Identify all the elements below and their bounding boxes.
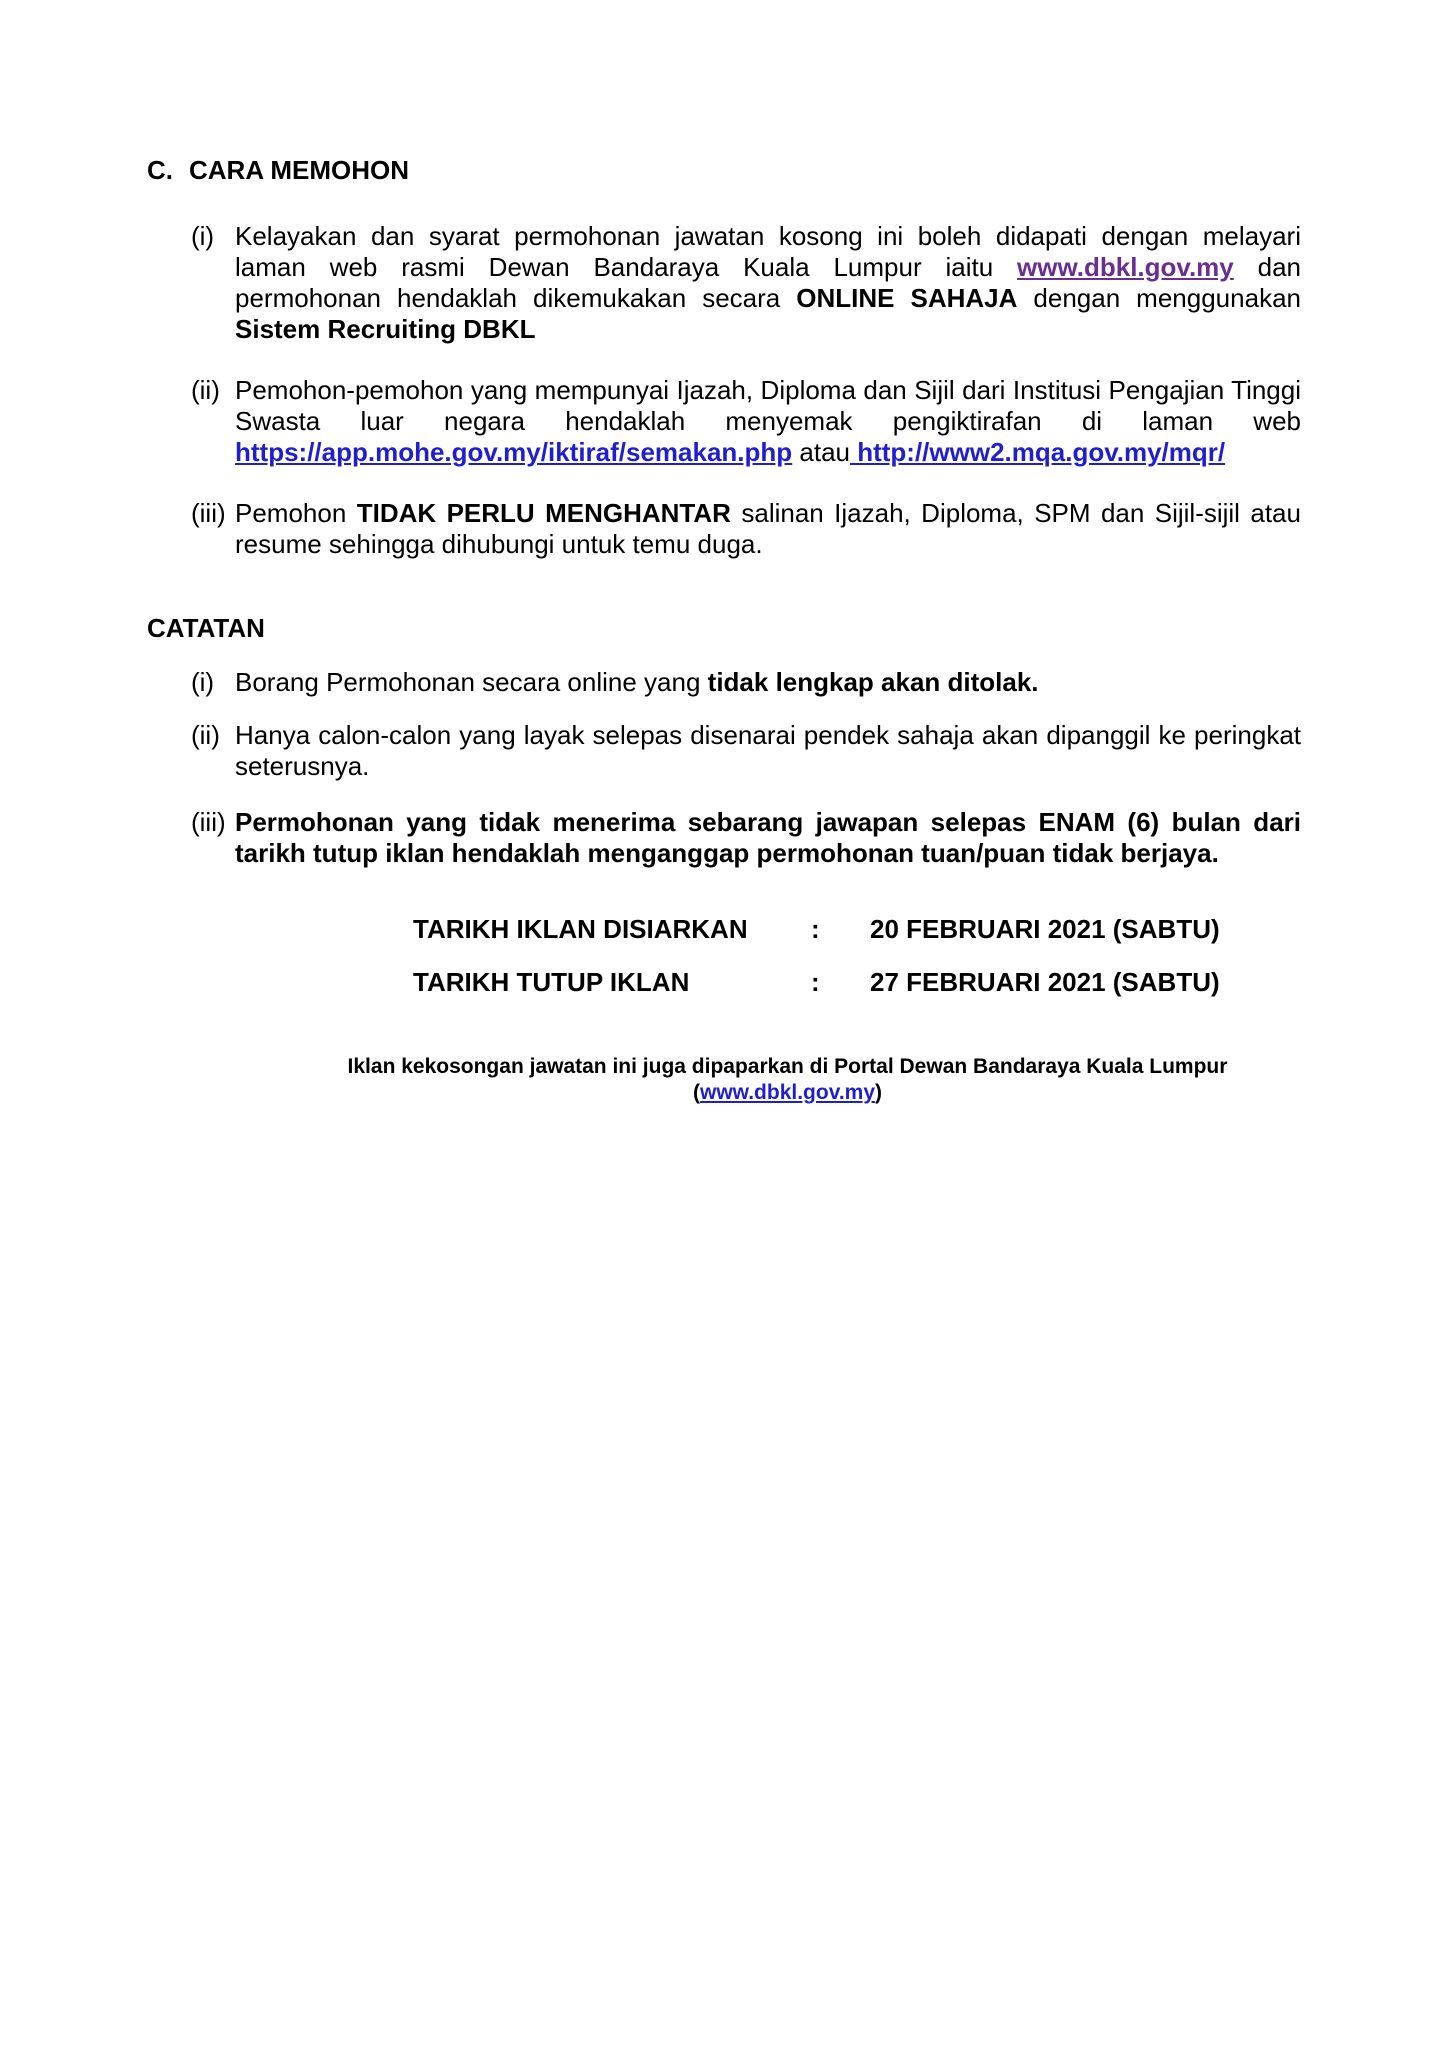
item-text: Borang Permohonan secara online yang tidak lengkap akan ditolak. <box>235 667 1039 697</box>
catatan-item-2 <box>191 720 1301 782</box>
mqa-mqr-link[interactable]: http://www2.mqa.gov.my/mqr/ <box>850 437 1226 467</box>
cara-memohon-item-2 <box>191 375 1301 468</box>
date-label: TARIKH IKLAN DISIARKAN <box>413 914 748 944</box>
date-label: TARIKH TUTUP IKLAN <box>413 967 690 997</box>
mohe-semakan-link[interactable]: https://app.mohe.gov.my/iktiraf/semakan.php <box>235 437 793 467</box>
item-text: Pemohon TIDAK PERLU MENGHANTAR salinan Ijazah, Diploma, SPM dan Sijil-sijil atau resume sehingga dihubungi untuk temu duga. <box>235 498 1301 559</box>
catatan-item-1 <box>191 667 1301 698</box>
online-sahaja-text: ONLINE SAHAJA <box>796 283 1018 313</box>
item-number: (ii) <box>191 375 220 405</box>
item-number: (iii) <box>191 498 226 528</box>
footer-link-line: (www.dbkl.gov.my) <box>692 1081 883 1104</box>
item-text: Pemohon-pemohon yang mempunyai Ijazah, Diploma dan Sijil dari Institusi Pengajian Tinggi Swasta luar negara hendaklah menyemak pengiktirafan di laman web https://app.mohe.gov.my/iktiraf/semakan.php atau http://www2.mqa.gov.my/mqr/ <box>235 375 1301 467</box>
footer-dbkl-link[interactable]: www.dbkl.gov.my <box>699 1081 876 1104</box>
item-text: Permohonan yang tidak menerima sebarang jawapan selepas ENAM (6) bulan dari tarikh tutup iklan hendaklah menganggap permohonan tuan/puan tidak berjaya. <box>235 807 1301 868</box>
cara-memohon-item-3 <box>191 498 1301 560</box>
item-text: Hanya calon-calon yang layak selepas disenarai pendek sahaja akan dipanggil ke peringkat seterusnya. <box>235 720 1301 781</box>
tidak-perlu-menghantar-text: TIDAK PERLU MENGHANTAR <box>356 498 731 528</box>
dbkl-website-link[interactable]: www.dbkl.gov.my <box>1017 252 1234 282</box>
catatan-heading <box>147 612 265 644</box>
date-value: 27 FEBRUARI 2021 (SABTU) <box>870 967 1220 997</box>
section-c-heading <box>147 154 409 186</box>
item-text: Kelayakan dan syarat permohonan jawatan kosong ini boleh didapati dengan melayari laman web rasmi Dewan Bandaraya Kuala Lumpur iaitu www.dbkl.gov.my dan permohonan hendaklah dikemukakan secara ONLINE SAHAJA dengan menggunakan Sistem Recruiting DBKL <box>235 221 1301 344</box>
date-colon: : <box>811 967 820 997</box>
footer-line: Iklan kekosongan jawatan ini juga dipaparkan di Portal Dewan Bandaraya Kuala Lumpur <box>347 1055 1228 1078</box>
cara-memohon-item-1 <box>191 221 1301 345</box>
date-value: 20 FEBRUARI 2021 (SABTU) <box>870 914 1220 944</box>
section-letter: C. <box>147 155 173 185</box>
catatan-item-3 <box>191 807 1301 869</box>
date-colon: : <box>811 914 820 944</box>
section-title: CARA MEMOHON <box>189 155 410 185</box>
catatan-title: CATATAN <box>147 613 265 643</box>
item-number: (i) <box>191 221 215 251</box>
item-number: (i) <box>191 667 215 697</box>
sistem-recruiting-text: Sistem Recruiting DBKL <box>235 314 536 344</box>
item-number: (ii) <box>191 720 220 750</box>
portal-footer-note <box>300 1054 1275 1106</box>
item-number: (iii) <box>191 807 226 837</box>
